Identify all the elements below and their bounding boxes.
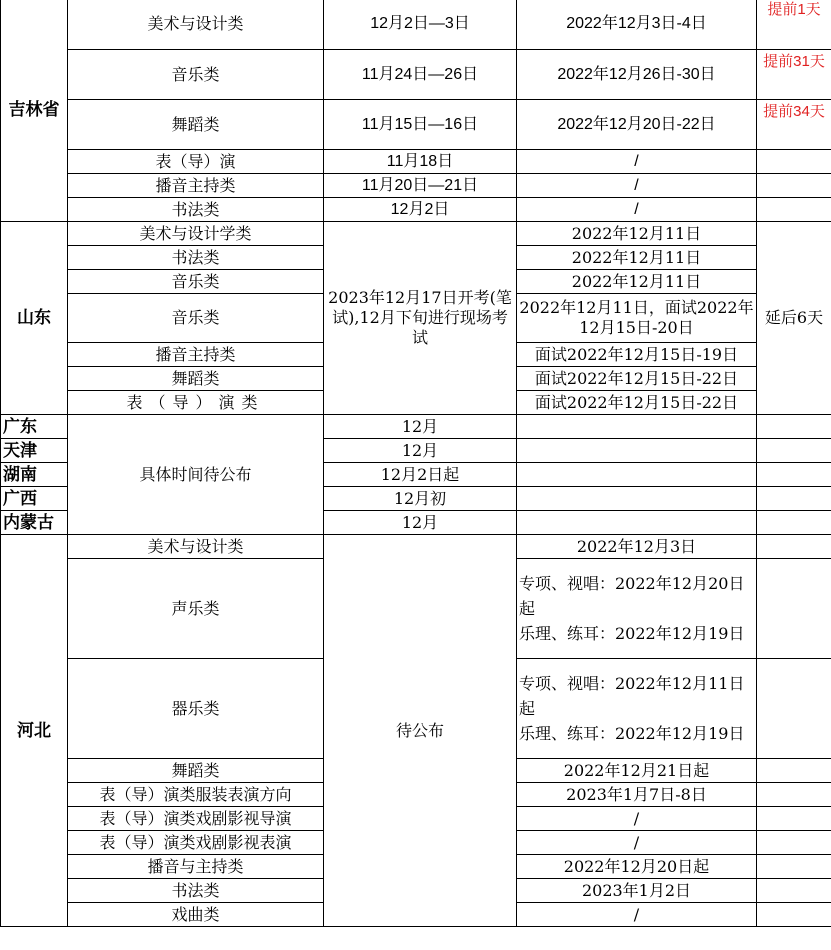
exam-cell: 2022年12月3日-4日 xyxy=(517,0,757,50)
category-cell: 戏曲类 xyxy=(68,903,324,927)
category-cell: 播音主持类 xyxy=(68,343,324,367)
exam-cell xyxy=(517,415,757,439)
exam-cell: 2022年12月20日起 xyxy=(517,855,757,879)
category-cell: 书法类 xyxy=(68,198,324,222)
note-cell: 提前1天 xyxy=(757,0,831,50)
category-cell: 表（导）演类戏剧影视表演 xyxy=(68,831,324,855)
category-cell: 音乐类 xyxy=(68,294,324,343)
exam-cell: 2022年12月11日 xyxy=(517,270,757,294)
exam-cell: 2022年12月11日 xyxy=(517,246,757,270)
province-cell: 河北 xyxy=(1,535,68,927)
category-cell: 书法类 xyxy=(68,879,324,903)
table-row xyxy=(1,50,831,100)
category-cell: 器乐类 xyxy=(68,659,324,759)
category-cell: 播音主持类 xyxy=(68,174,324,198)
province-cell: 广西 xyxy=(1,487,68,511)
category-cell: 美术与设计学类 xyxy=(68,222,324,246)
date-cell: 12月 xyxy=(324,511,517,535)
exam-cell: 2023年1月7日-8日 xyxy=(517,783,757,807)
note-cell xyxy=(757,535,831,559)
date-cell: 12月初 xyxy=(324,487,517,511)
note-cell xyxy=(757,903,831,927)
date-cell: 12月 xyxy=(324,439,517,463)
exam-cell: / xyxy=(517,903,757,927)
note-cell: 提前34天 xyxy=(757,100,831,150)
exam-cell: 面试2022年12月15日-22日 xyxy=(517,367,757,391)
category-cell: 音乐类 xyxy=(68,50,324,100)
note-cell xyxy=(757,831,831,855)
note-cell xyxy=(757,415,831,439)
date-cell: 12月2日—3日 xyxy=(324,0,517,50)
table-row xyxy=(1,415,831,439)
date-cell: 12月 xyxy=(324,415,517,439)
note-cell xyxy=(757,511,831,535)
exam-line: 专项、视唱：2022年12月11日起 xyxy=(519,674,745,718)
exam-cell xyxy=(517,511,757,535)
note-cell xyxy=(757,879,831,903)
province-cell: 天津 xyxy=(1,439,68,463)
table-row xyxy=(1,150,831,174)
exam-cell: 面试2022年12月15日-22日 xyxy=(517,391,757,415)
date-cell: 11月24日—26日 xyxy=(324,50,517,100)
table-row xyxy=(1,198,831,222)
table-row xyxy=(1,0,831,50)
date-cell: 12月2日 xyxy=(324,198,517,222)
exam-cell: 2022年12月26日-30日 xyxy=(517,50,757,100)
category-cell: 表（导）演类戏剧影视导演 xyxy=(68,807,324,831)
exam-line: 乐理、练耳：2022年12月19日 xyxy=(519,724,745,743)
exam-cell: 2023年1月2日 xyxy=(517,879,757,903)
province-cell: 湖南 xyxy=(1,463,68,487)
category-cell: 音乐类 xyxy=(68,270,324,294)
category-cell: 美术与设计类 xyxy=(68,535,324,559)
category-cell: 舞蹈类 xyxy=(68,759,324,783)
date-cell: 11月18日 xyxy=(324,150,517,174)
note-cell xyxy=(757,174,831,198)
category-cell: 表（导）演 xyxy=(68,150,324,174)
exam-cell xyxy=(517,559,757,659)
note-cell xyxy=(757,855,831,879)
exam-cell xyxy=(517,487,757,511)
note-cell: 延后6天 xyxy=(757,222,831,415)
note-cell xyxy=(757,487,831,511)
category-cell: 声乐类 xyxy=(68,559,324,659)
province-cell: 内蒙古 xyxy=(1,511,68,535)
exam-cell xyxy=(517,439,757,463)
note-cell xyxy=(757,807,831,831)
category-cell: 具体时间待公布 xyxy=(68,415,324,535)
exam-cell: 2022年12月21日起 xyxy=(517,759,757,783)
table-row xyxy=(1,222,831,246)
note-cell xyxy=(757,783,831,807)
date-cell: 2023年12月17日开考(笔试),12月下旬进行现场考试 xyxy=(324,222,517,415)
category-cell: 播音与主持类 xyxy=(68,855,324,879)
note-cell xyxy=(757,463,831,487)
note-cell xyxy=(757,559,831,659)
note-cell xyxy=(757,150,831,174)
date-cell: 11月15日—16日 xyxy=(324,100,517,150)
category-cell: 表（导）演类服装表演方向 xyxy=(68,783,324,807)
category-cell: 书法类 xyxy=(68,246,324,270)
exam-cell xyxy=(517,659,757,759)
province-cell: 吉林省 xyxy=(1,0,68,222)
date-cell: 待公布 xyxy=(324,535,517,927)
note-cell: 提前31天 xyxy=(757,50,831,100)
note-cell xyxy=(757,198,831,222)
table-row xyxy=(1,174,831,198)
category-cell: 舞蹈类 xyxy=(68,367,324,391)
exam-line: 乐理、练耳：2022年12月19日 xyxy=(519,624,745,643)
note-cell xyxy=(757,659,831,759)
table-row xyxy=(1,535,831,559)
category-cell: 美术与设计类 xyxy=(68,0,324,50)
exam-cell: / xyxy=(517,831,757,855)
exam-cell: 2022年12月20日-22日 xyxy=(517,100,757,150)
date-cell: 11月20日—21日 xyxy=(324,174,517,198)
exam-cell: / xyxy=(517,150,757,174)
exam-cell: 2022年12月11日，面试2022年12月15日-20日 xyxy=(517,294,757,343)
exam-cell: / xyxy=(517,198,757,222)
category-cell: 舞蹈类 xyxy=(68,100,324,150)
province-cell: 山东 xyxy=(1,222,68,415)
date-cell: 12月2日起 xyxy=(324,463,517,487)
exam-cell xyxy=(517,463,757,487)
exam-cell: / xyxy=(517,174,757,198)
table-row xyxy=(1,100,831,150)
exam-cell: 2022年12月3日 xyxy=(517,535,757,559)
note-cell xyxy=(757,759,831,783)
exam-cell: 面试2022年12月15日-19日 xyxy=(517,343,757,367)
exam-line: 专项、视唱：2022年12月20日起 xyxy=(519,574,745,618)
province-cell: 广东 xyxy=(1,415,68,439)
note-cell xyxy=(757,439,831,463)
exam-cell: / xyxy=(517,807,757,831)
exam-cell: 2022年12月11日 xyxy=(517,222,757,246)
category-cell: 表（导）演类 xyxy=(68,391,324,415)
